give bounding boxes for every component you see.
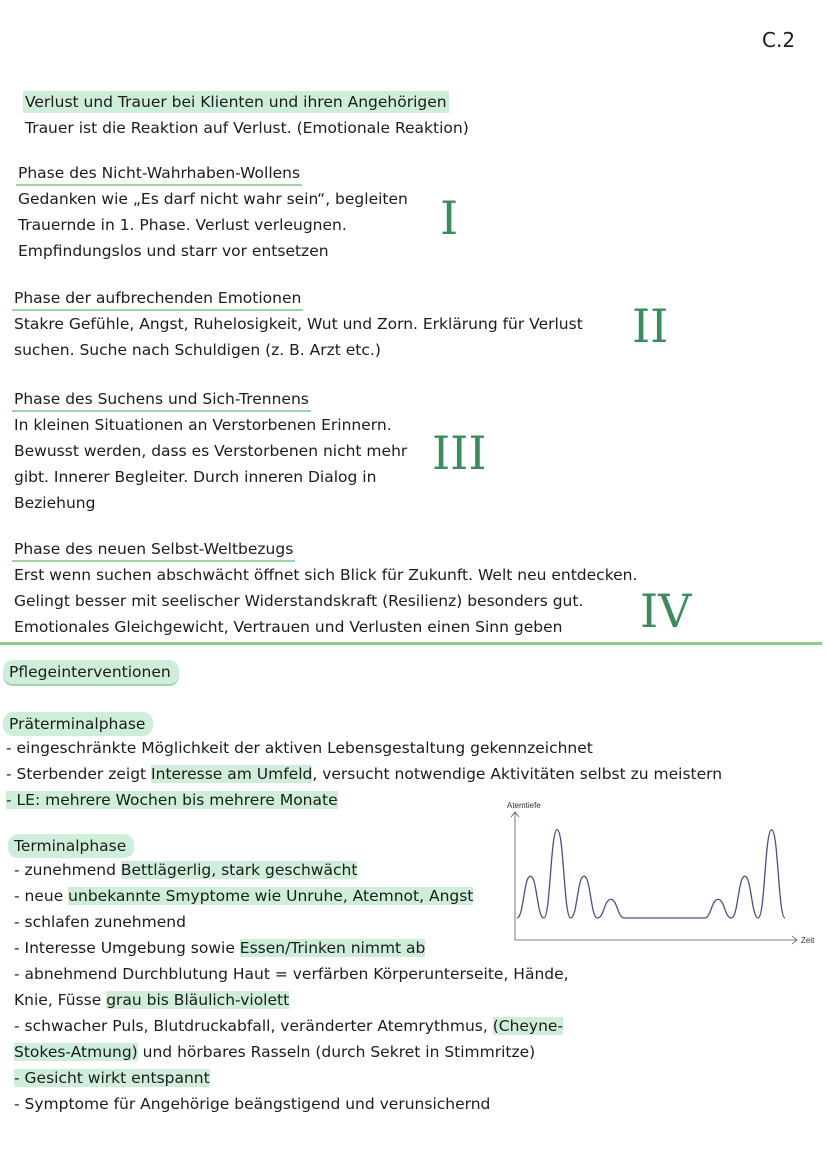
phase-3-line: Beziehung	[14, 494, 96, 512]
phase-4-line: Gelingt besser mit seelischer Widerstandskraft (Resilienz) besonders gut.	[14, 592, 584, 610]
section-title-loss-grief: Verlust und Trauer bei Klienten und ihren Angehörigen	[25, 93, 447, 111]
intro-text: Trauer ist die Reaktion auf Verlust. (Emotionale Reaktion)	[25, 119, 469, 137]
praeterminal-title: Präterminalphase	[3, 712, 153, 736]
praeterminal-line: - eingeschränkte Möglichkeit der aktiven Lebensgestaltung gekennzeichnet	[6, 739, 593, 757]
praeterminal-line: - LE: mehrere Wochen bis mehrere Monate	[6, 791, 338, 809]
phase-2-line: suchen. Suche nach Schuldigen (z. B. Arzt etc.)	[14, 341, 381, 359]
phase-4-line: Emotionales Gleichgewicht, Vertrauen und Verlusten einen Sinn geben	[14, 618, 563, 636]
terminal-line: - Symptome für Angehörige beängstigend und verunsichernd	[14, 1095, 491, 1113]
phase-2-title: Phase der aufbrechenden Emotionen	[12, 287, 303, 311]
phase-1-title: Phase des Nicht-Wahrhaben-Wollens	[16, 162, 302, 186]
page-label: C.2	[762, 28, 796, 52]
terminal-line: - Gesicht wirkt entspannt	[14, 1069, 210, 1087]
roman-numeral-4: IV	[640, 584, 692, 638]
praeterminal-line: - Sterbender zeigt Interesse am Umfeld, versucht notwendige Aktivitäten selbst zu meistern	[6, 765, 723, 783]
terminal-line: Stokes-Atmung) und hörbares Rasseln (durch Sekret in Stimmritze)	[14, 1043, 536, 1061]
section-divider	[0, 642, 822, 645]
phase-4-title: Phase des neuen Selbst-Weltbezugs	[12, 538, 295, 562]
terminal-line: - schwacher Puls, Blutdruckabfall, veränderter Atemrythmus, (Cheyne-	[14, 1017, 564, 1035]
phase-3-line: Bewusst werden, dass es Verstorbenen nicht mehr	[14, 442, 408, 460]
phase-3-line: In kleinen Situationen an Verstorbenen Erinnern.	[14, 416, 392, 434]
terminal-line: Knie, Füsse grau bis Bläulich-violett	[14, 991, 290, 1009]
phase-2-line: Stakre Gefühle, Angst, Ruhelosigkeit, Wut und Zorn. Erklärung für Verlust	[14, 315, 583, 333]
terminal-line: - Interesse Umgebung sowie Essen/Trinken nimmt ab	[14, 939, 426, 957]
phase-1-line: Empfindungslos und starr vor entsetzen	[18, 242, 329, 260]
y-axis-label: Atemtiefe	[507, 801, 541, 810]
terminal-line: - abnehmend Durchblutung Haut = verfärben Körperunterseite, Hände,	[14, 965, 569, 983]
phase-1-line: Trauernde in 1. Phase. Verlust verleugnen.	[18, 216, 347, 234]
terminal-title: Terminalphase	[8, 834, 134, 858]
x-axis-label: Zeit	[801, 936, 815, 945]
roman-numeral-1: I	[440, 191, 459, 245]
roman-numeral-3: III	[432, 426, 487, 480]
roman-numeral-2: II	[632, 299, 669, 353]
interventions-title: Pflegeinterventionen	[3, 660, 179, 686]
phase-3-line: gibt. Innerer Begleiter. Durch inneren Dialog in	[14, 468, 377, 486]
breathing-chart	[505, 800, 825, 955]
terminal-line: - zunehmend Bettlägerlig, stark geschwächt	[14, 861, 358, 879]
terminal-line: - schlafen zunehmend	[14, 913, 186, 931]
terminal-line: - neue unbekannte Smyptome wie Unruhe, Atemnot, Angst	[14, 887, 474, 905]
phase-4-line: Erst wenn suchen abschwächt öffnet sich Blick für Zukunft. Welt neu entdecken.	[14, 566, 638, 584]
phase-1-line: Gedanken wie „Es darf nicht wahr sein“, begleiten	[18, 190, 408, 208]
phase-3-title: Phase des Suchens und Sich-Trennens	[12, 388, 311, 412]
breathing-series-line	[517, 830, 785, 918]
